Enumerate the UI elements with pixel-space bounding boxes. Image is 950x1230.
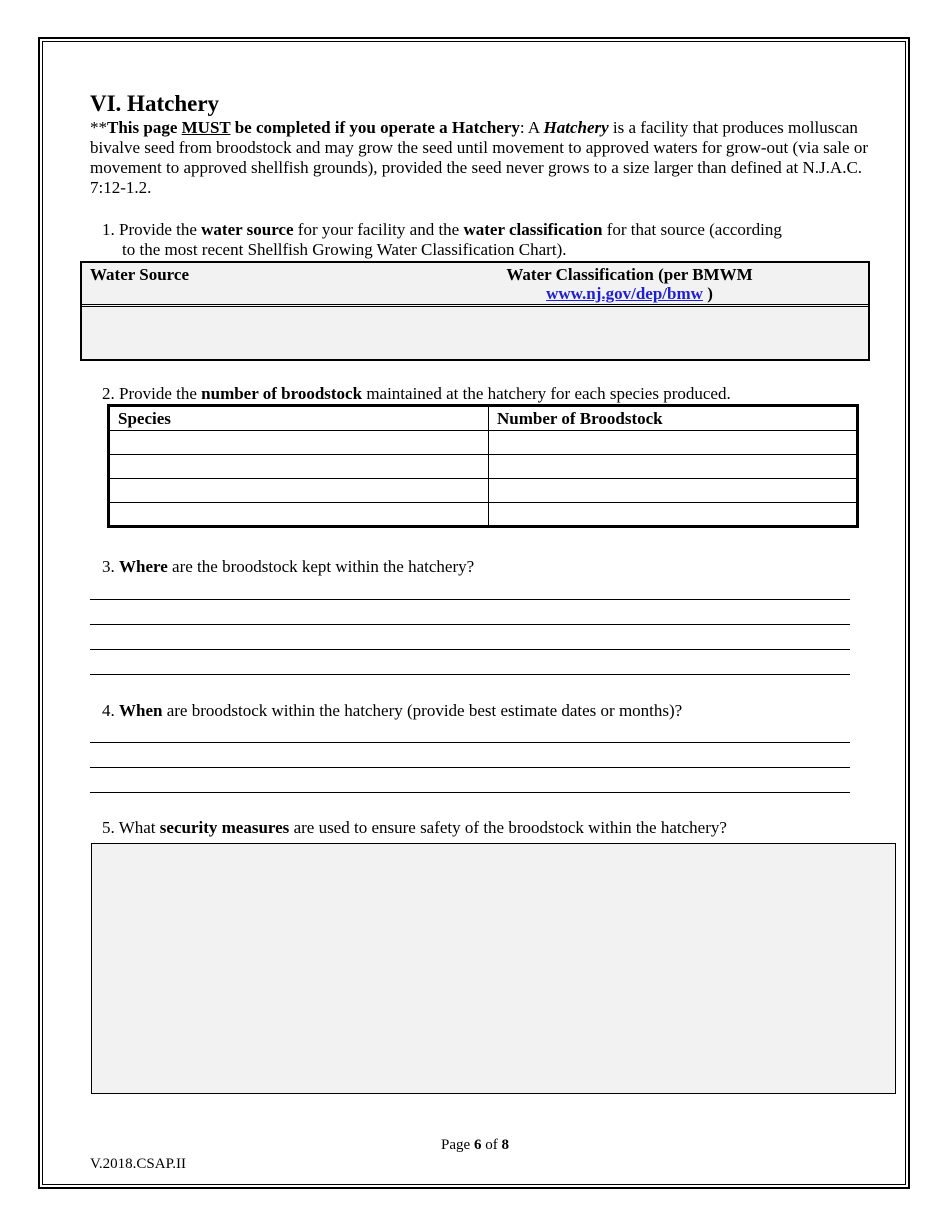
page-label: Page — [441, 1137, 474, 1153]
broodstock-count-cell[interactable] — [489, 479, 858, 503]
question-5-bold-security: security measures — [159, 818, 290, 837]
water-classification-label: Water Classification (per BMWM — [506, 265, 753, 284]
table-row — [109, 455, 858, 479]
table-row — [109, 503, 858, 527]
security-measures-input-box[interactable] — [91, 843, 896, 1094]
question-2-number: 2. — [102, 384, 119, 403]
broodstock-count-cell[interactable] — [489, 503, 858, 527]
question-3 — [102, 557, 474, 577]
table-row — [109, 431, 858, 455]
question-1-line-2: to the most recent Shellfish Growing Water Classification Chart). — [122, 240, 567, 259]
answer-line[interactable] — [90, 742, 850, 743]
form-version: V.2018.CSAP.II — [90, 1156, 186, 1172]
species-cell[interactable] — [109, 479, 489, 503]
question-1-text-c: for your facility and the — [293, 220, 464, 239]
question-5 — [102, 818, 727, 838]
question-1-text-a: Provide the — [119, 220, 202, 239]
answer-line[interactable] — [90, 674, 850, 675]
question-1-text-e: for that source (according — [602, 220, 782, 239]
water-classification-header — [502, 265, 757, 303]
water-source-header: Water Source — [90, 265, 189, 284]
page-number — [0, 1137, 950, 1154]
species-cell[interactable] — [109, 431, 489, 455]
answer-line[interactable] — [90, 599, 850, 600]
question-1 — [102, 220, 782, 240]
total-pages: 8 — [501, 1137, 509, 1153]
intro-colon: : A — [519, 118, 544, 137]
species-header: Species — [109, 406, 489, 431]
answer-line[interactable] — [90, 624, 850, 625]
answer-line[interactable] — [90, 792, 850, 793]
bmw-link[interactable]: www.nj.gov/dep/bmw — [546, 284, 703, 303]
question-1-number: 1. — [102, 220, 119, 239]
water-source-table-header — [82, 263, 868, 307]
question-3-text: are the broodstock kept within the hatchery? — [167, 557, 475, 576]
species-cell[interactable] — [109, 455, 489, 479]
question-2-bold: number of broodstock — [201, 384, 363, 403]
question-5-number: 5. — [102, 818, 119, 837]
intro-term: Hatchery — [543, 118, 609, 137]
current-page: 6 — [473, 1137, 482, 1153]
water-source-entry-field[interactable] — [82, 307, 868, 359]
broodstock-table — [107, 404, 859, 528]
species-cell[interactable] — [109, 503, 489, 527]
question-4-text: are broodstock within the hatchery (provide best estimate dates or months)? — [162, 701, 683, 720]
question-3-number: 3. — [102, 557, 119, 576]
link-close-paren: ) — [702, 284, 713, 303]
question-4-number: 4. — [102, 701, 119, 720]
broodstock-count-cell[interactable] — [489, 455, 858, 479]
table-row — [109, 479, 858, 503]
intro-paragraph — [90, 118, 870, 198]
intro-bold-a: This page — [107, 118, 182, 137]
water-source-table — [80, 261, 870, 361]
page-of: of — [481, 1137, 502, 1153]
question-2-text-a: Provide the — [119, 384, 202, 403]
question-2 — [102, 384, 731, 404]
question-5-text-a: What — [118, 818, 160, 837]
question-1-bold-water-classification: water classification — [463, 220, 603, 239]
broodstock-table-header — [109, 406, 858, 431]
answer-line[interactable] — [90, 767, 850, 768]
intro-rest: is a facility that produces molluscan bivalve seed from broodstock and may grow the seed until movement to approved waters for grow-out (via sale or movement to approved shellfish grounds), provided the seed never grows to a size larger than defined at N.J.A.C. 7:12-1.2. — [90, 118, 868, 197]
question-4 — [102, 701, 682, 721]
answer-line[interactable] — [90, 649, 850, 650]
section-title: VI. Hatchery — [90, 91, 220, 116]
question-3-bold-where: Where — [119, 557, 168, 576]
question-5-text: are used to ensure safety of the broodstock within the hatchery? — [289, 818, 727, 837]
intro-must: MUST — [181, 118, 231, 137]
question-1-bold-water-source: water source — [201, 220, 294, 239]
intro-prefix: ** — [90, 118, 107, 137]
question-4-bold-when: When — [119, 701, 163, 720]
number-of-broodstock-header: Number of Broodstock — [489, 406, 858, 431]
question-2-text-c: maintained at the hatchery for each species produced. — [362, 384, 731, 403]
broodstock-count-cell[interactable] — [489, 431, 858, 455]
intro-bold-b: be completed if you operate a Hatchery — [230, 118, 520, 137]
